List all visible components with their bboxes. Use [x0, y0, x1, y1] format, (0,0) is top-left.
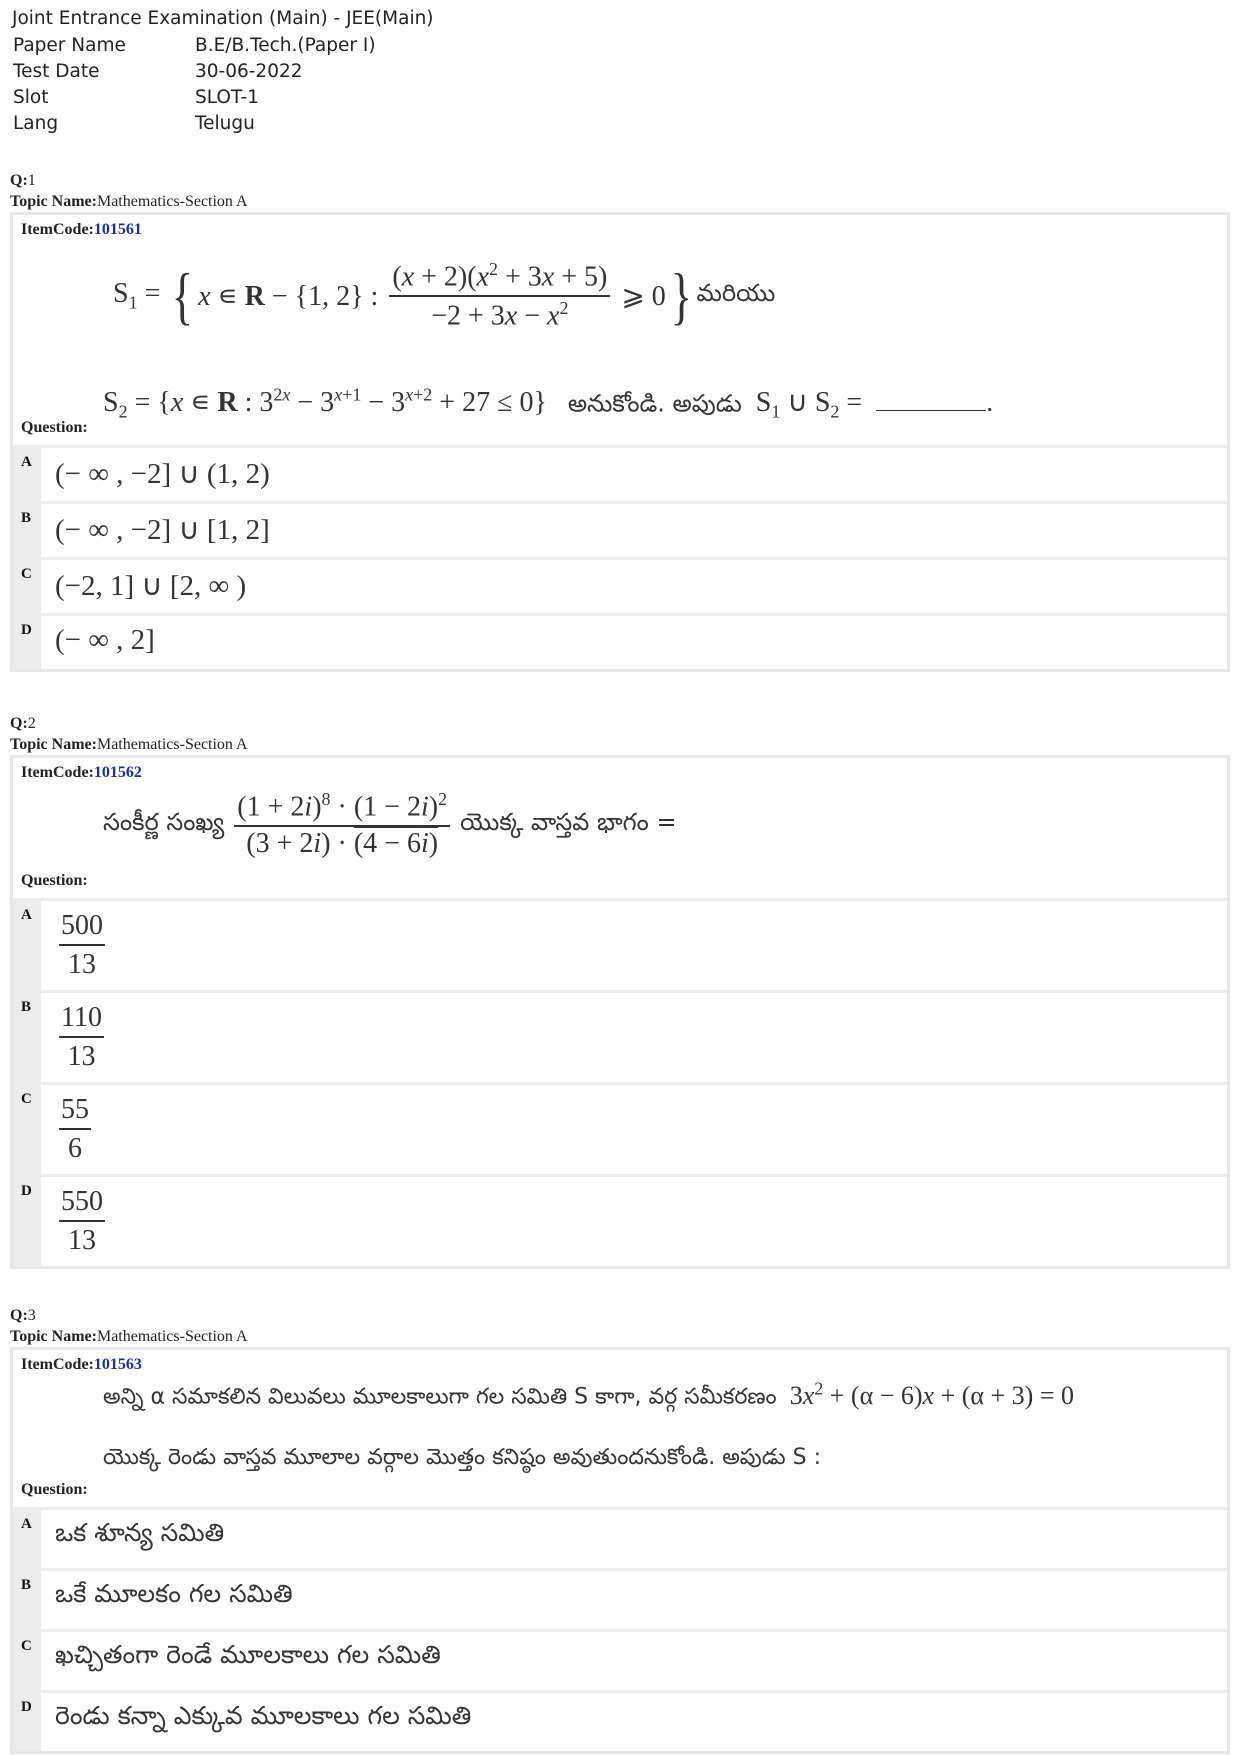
option-c[interactable]: [21, 1632, 1227, 1690]
prefix-text: సంకీర్ణ సంఖ్య: [103, 807, 225, 836]
option-text: ఒక శూన్య సమితి: [55, 1518, 225, 1547]
option-fraction: 500 13: [61, 910, 103, 980]
option-letter: C: [21, 1091, 32, 1107]
option-d[interactable]: [21, 1177, 1227, 1266]
option-d[interactable]: [21, 1693, 1227, 1751]
option-letter: C: [21, 566, 32, 582]
option-text: రెండు కన్నా ఎక్కువ మూలకాలు గల సమితి: [55, 1701, 472, 1730]
meta-row-lang: [12, 111, 434, 137]
meta-label: Paper Name: [13, 35, 126, 56]
question-box: [10, 755, 1230, 1269]
question-math: సంకీర్ణ సంఖ్య $\frac{(1 + 2i)^8 \cdot (1 - 2i)^2}{(3 + 2i) \cdot (4 - 6i)}$ యొక్క వాస్తవ భాగం =: [103, 789, 677, 860]
option-letter: D: [21, 622, 32, 638]
option-fraction: 55 6: [61, 1094, 89, 1164]
meta-label: Lang: [13, 113, 59, 134]
option-text: (− ∞ , −2] ∪ (1, 2): [55, 458, 270, 490]
option-d[interactable]: [21, 616, 1227, 669]
option-letter: B: [21, 510, 32, 526]
option-fraction: 110 13: [61, 1002, 102, 1072]
option-letter: A: [21, 1516, 32, 1532]
meta-row-slot: [12, 85, 434, 111]
meta-label: Slot: [13, 87, 49, 108]
option-text: (− ∞ , −2] ∪ [1, 2]: [55, 514, 270, 546]
item-code: ItemCode:101561: [21, 221, 142, 238]
option-letter: C: [21, 1638, 32, 1654]
question-box: [10, 1347, 1230, 1754]
option-b[interactable]: [21, 504, 1227, 557]
question-body: [13, 215, 1227, 445]
suffix-text: యొక్క వాస్తవ భాగం =: [460, 807, 677, 836]
meta-value: Telugu: [195, 113, 255, 134]
option-fraction: 550 13: [61, 1186, 103, 1256]
option-letter: B: [21, 999, 32, 1015]
question-number: Q:3: [10, 1307, 36, 1324]
topic-name: Topic Name:Mathematics-Section A: [10, 193, 248, 210]
question-number: Q:2: [10, 715, 36, 732]
connector-text: మరియు: [696, 279, 776, 307]
question-label: Question:: [21, 419, 88, 436]
question-line-2: యొక్క రెండు వాస్తవ మూలాల వర్గాల మొత్తం కనిష్ఠం అవుతుందనుకోండి. అపుడు S :: [103, 1445, 822, 1470]
option-text: ఖచ్చితంగా రెండే మూలకాలు గల సమితి: [55, 1640, 441, 1669]
question-body: [13, 758, 1227, 898]
suffix-text: అనుకోండి. అపుడు: [567, 389, 742, 418]
question-label: Question:: [21, 872, 88, 889]
option-letter: D: [21, 1699, 32, 1715]
meta-value: SLOT-1: [195, 87, 260, 108]
option-text: (− ∞ , 2]: [55, 624, 155, 656]
option-c[interactable]: [21, 1085, 1227, 1174]
option-c[interactable]: [21, 560, 1227, 613]
question-body: [13, 1350, 1227, 1507]
question-box: [10, 212, 1230, 672]
item-code: ItemCode:101562: [21, 764, 142, 781]
topic-name: Topic Name:Mathematics-Section A: [10, 1328, 248, 1345]
item-code: ItemCode:101563: [21, 1356, 142, 1373]
topic-name: Topic Name:Mathematics-Section A: [10, 736, 248, 753]
meta-value: 30-06-2022: [195, 61, 303, 82]
meta-label: Test Date: [13, 61, 100, 82]
meta-row-test-date: [12, 59, 434, 85]
option-letter: A: [21, 454, 32, 470]
option-a[interactable]: [21, 448, 1227, 501]
meta-value: B.E/B.Tech.(Paper I): [195, 35, 376, 56]
option-text: ఒకే మూలకం గల సమితి: [55, 1579, 293, 1608]
question-block-3: [10, 1305, 1230, 1754]
option-b[interactable]: [21, 993, 1227, 1082]
question-math-s2: $S_2 = \{x$ ∊ R : $3^{2x} - 3^{x+1} - 3^{x+2} + 27 \le 0$} అనుకోండి. అపుడు $S_1$ ∪ $S_2$ = .: [103, 385, 994, 422]
option-a[interactable]: [21, 1510, 1227, 1568]
exam-header: [12, 8, 434, 137]
option-a[interactable]: [21, 901, 1227, 990]
question-number: Q:1: [10, 172, 36, 189]
option-letter: B: [21, 1577, 32, 1593]
option-text: (−2, 1] ∪ [2, ∞ ): [55, 570, 247, 602]
question-label: Question:: [21, 1481, 88, 1498]
option-b[interactable]: [21, 1571, 1227, 1629]
question-block-1: [10, 170, 1230, 672]
option-letter: D: [21, 1183, 32, 1199]
question-line-1: అన్ని α సమాకలిన విలువలు మూలకాలుగా గల సమితి S కాగా, వర్గ సమీకరణం $3x^2 + (\alpha - 6)x + (\alpha + 3) = 0$: [103, 1378, 1074, 1410]
option-letter: A: [21, 907, 32, 923]
exam-title: Joint Entrance Examination (Main) - JEE(Main): [12, 8, 434, 29]
meta-row-paper-name: [12, 33, 434, 59]
question-block-2: [10, 713, 1230, 1269]
question-math-s1: $S_1$ = { x ∊ R − {1, 2} : $\frac{(x + 2)(x^2 + 3x + 5)}{-2 + 3x - x^2}$ ⩾ 0 } మరియు: [113, 258, 776, 332]
